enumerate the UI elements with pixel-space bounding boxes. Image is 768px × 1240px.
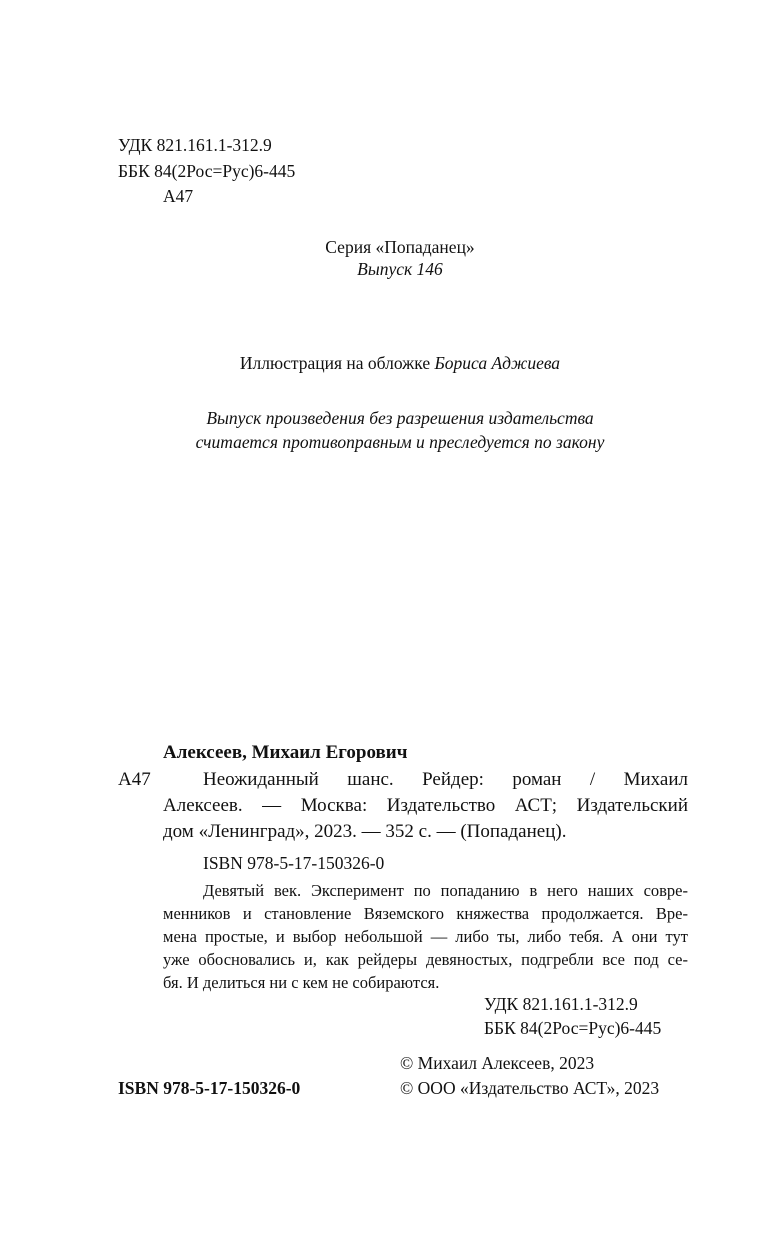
bib-line-3: дом «Ленинград», 2023. — 352 с. — (Попаданец). — [163, 821, 567, 842]
classification-bbk: ББК 84(2Рос=Рус)6-445 — [484, 1018, 662, 1038]
annotation-line-1: Девятый век. Эксперимент по попаданию в него наших совре- — [203, 881, 688, 900]
header-udk: УДК 821.161.1-312.9 — [118, 135, 272, 155]
illustration-prefix: Иллюстрация на обложке — [239, 353, 435, 373]
bib-line-2: Алексеев. — Москва: Издательство АСТ; Издательский — [163, 795, 688, 816]
warning-line-1: Выпуск произведения без разрешения издательства — [206, 408, 594, 428]
footer-isbn: ISBN 978-5-17-150326-0 — [118, 1078, 301, 1098]
illustration-artist: Бориса Аджиева — [434, 353, 561, 373]
annotation-line-2: менников и становление Вяземского княжества продолжается. Вре- — [163, 904, 688, 923]
header-bbk: ББК 84(2Рос=Рус)6-445 — [118, 161, 296, 181]
bib-line-1: Неожиданный шанс. Рейдер: роман / Михаил — [203, 769, 688, 790]
copyright-publisher: © ООО «Издательство АСТ», 2023 — [400, 1078, 660, 1098]
annotation-line-5: бя. И делиться ни с кем не собираются. — [163, 973, 440, 992]
annotation-line-4: уже обосновались и, как рейдеры девяностых, подгребли все под се- — [163, 950, 688, 969]
bib-isbn: ISBN 978-5-17-150326-0 — [203, 853, 385, 873]
series-name: Серия «Попаданец» — [325, 237, 475, 257]
illustration-credit — [150, 352, 650, 374]
series-issue: Выпуск 146 — [357, 259, 443, 279]
classification-udk: УДК 821.161.1-312.9 — [484, 994, 638, 1014]
annotation-line-3: мена простые, и выбор небольшой — либо ты, либо тебя. А они тут — [163, 927, 688, 946]
warning-line-2: считается противоправным и преследуется по закону — [195, 432, 605, 452]
bib-author: Алексеев, Михаил Егорович — [163, 742, 408, 763]
copyright-author: © Михаил Алексеев, 2023 — [400, 1053, 595, 1073]
bib-mark: А47 — [118, 769, 151, 790]
header-author-mark: А47 — [163, 186, 194, 206]
